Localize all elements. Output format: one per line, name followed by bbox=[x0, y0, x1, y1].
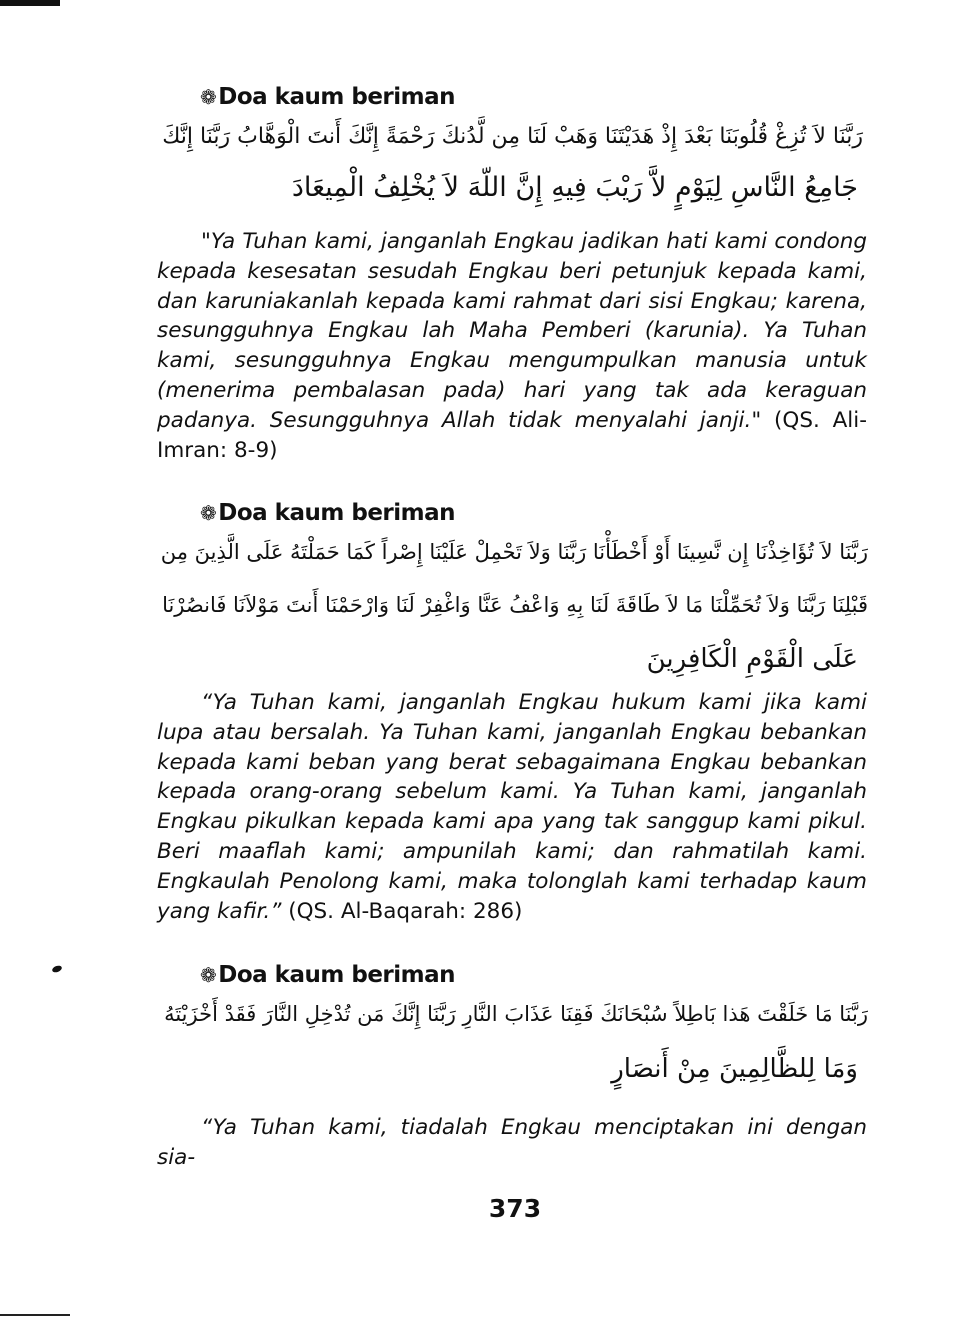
page-number: 373 bbox=[488, 1194, 542, 1223]
translation-paragraph bbox=[157, 227, 867, 465]
arabic-line: رَبَّنَا لاَ تُؤَاخِذْنَا إِن نَّسِينَا أَوْ أَخْطَأْنَا رَبَّنَا وَلاَ تَحْمِلْ عَلَيْنَا إِصْراً كَمَا حَمَلْتَهُ عَلَى الَّذِينَ مِن bbox=[160, 540, 868, 564]
flower-ornament-icon: ❁ bbox=[200, 501, 217, 525]
scan-edge-mark bbox=[0, 1314, 70, 1316]
arabic-line: عَلَى الْقَوْمِ الْكَافِرِينَ bbox=[646, 644, 858, 674]
translation-paragraph bbox=[157, 1113, 867, 1173]
arabic-line: قَبْلِنَا رَبَّنَا وَلاَ تُحَمِّلْنَا مَا لاَ طَاقَةَ لَنَا بِهِ وَاعْفُ عَنَّا وَاغْفِرْ لَنَا وَارْحَمْنَا أَنتَ مَوْلاَنَا فَانصُرْنَا bbox=[162, 593, 868, 617]
quran-reference: (QS. Al-Baqarah: 286) bbox=[281, 898, 523, 924]
heading-text: Doa kaum beriman bbox=[218, 500, 455, 526]
arabic-line: جَامِعُ النَّاسِ لِيَوْمٍ لاَّ رَيْبَ فِيهِ إِنَّ اللّهَ لاَ يُخْلِفُ الْمِيعَادَ bbox=[291, 172, 858, 203]
section-heading bbox=[200, 962, 455, 988]
section-heading bbox=[200, 500, 455, 526]
flower-ornament-icon: ❁ bbox=[200, 963, 217, 987]
translation-text: “Ya Tuhan kami, janganlah Engkau hukum kami jika kami lupa atau bersalah. Ya Tuhan kami, janganlah Engkau bebankan kepada kami beban yang berat sebagaimana Engkau bebankan kepada orang-orang sebelum kami. Ya Tuhan kami, janganlah Engkau pikulkan kepada kami apa yang tak sanggup kami pikul. Beri maaflah kami; ampunilah kami; dan rahmatilah kami. Engkaulah Penolong kami, maka tolonglah kami terhadap kaum yang kafir.” bbox=[157, 690, 867, 924]
translation-text: "Ya Tuhan kami, janganlah Engkau jadikan hati kami condong kepada kesesatan sesudah Engkau beri petunjuk kepada kami, dan karuniakanlah kepada kami rahmat dari sisi Engkau; karena, sesungguhnya Engkau lah Maha Pemberi (karunia). Ya Tuhan kami, sesungguhnya Engkau mengumpulkan manusia untuk (menerima pembalasan pada) hari yang tak ada keraguan padanya. Sesungguhnya Allah tidak menyalahi janji." bbox=[157, 229, 867, 433]
flower-ornament-icon: ❁ bbox=[200, 85, 217, 109]
quran-reference: (QS. Ali-Imran: 8-9) bbox=[157, 407, 868, 463]
translation-text: “Ya Tuhan kami, tiadalah Engkau menciptakan ini dengan sia- bbox=[157, 1115, 867, 1170]
scan-edge-mark bbox=[0, 0, 60, 6]
heading-text: Doa kaum beriman bbox=[218, 962, 455, 988]
heading-text: Doa kaum beriman bbox=[218, 84, 455, 110]
section-heading bbox=[200, 84, 455, 110]
arabic-line: رَبَّنَا لاَ تُزِغْ قُلُوبَنَا بَعْدَ إِذْ هَدَيْتَنَا وَهَبْ لَنَا مِن لَّدُنكَ رَحْمَةً إِنَّكَ أَنتَ الْوَهَّابُ رَبَّنَا إِنَّكَ bbox=[162, 124, 863, 149]
arabic-line: رَبَّنَا مَا خَلَقْتَ هَذا بَاطِلاً سُبْحَانَكَ فَقِنَا عَذَابَ النَّارِ رَبَّنَا إِنَّكَ مَن تُدْخِلِ النَّارَ فَقَدْ أَخْزَيْتَهُ bbox=[164, 1002, 868, 1026]
arabic-line: وَمَا لِلظَّالِمِينَ مِنْ أَنصَارٍ bbox=[611, 1054, 858, 1084]
scan-speck bbox=[51, 964, 62, 973]
translation-paragraph bbox=[157, 688, 867, 926]
